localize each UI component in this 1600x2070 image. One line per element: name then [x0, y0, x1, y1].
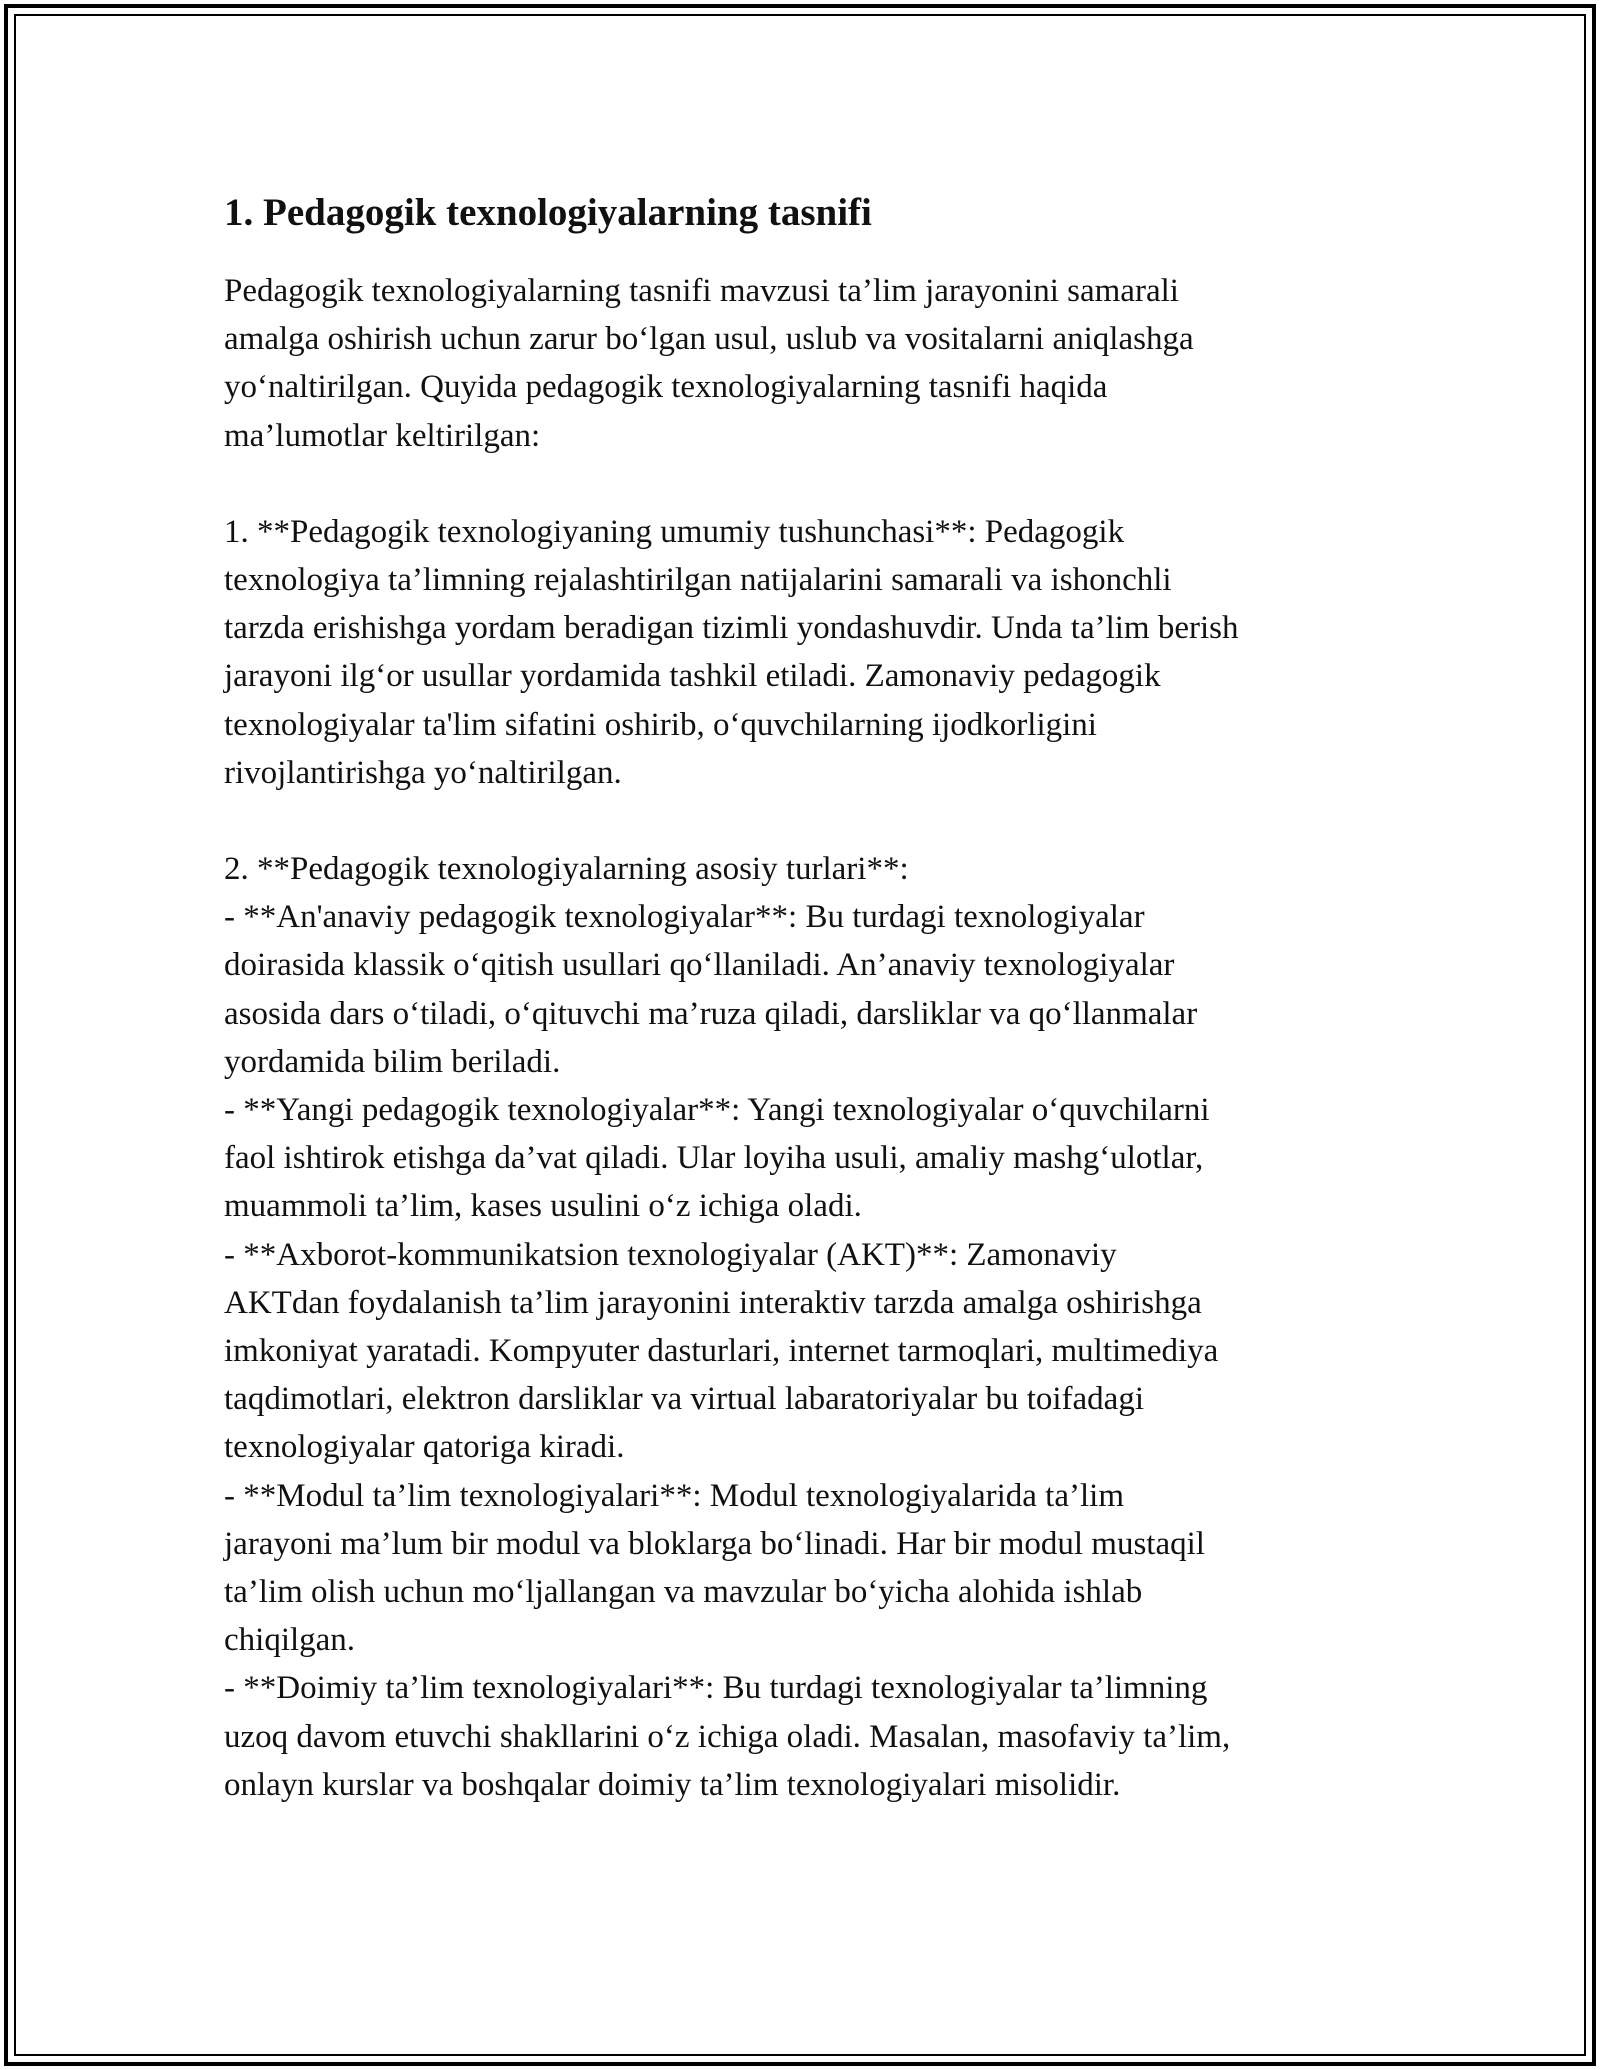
- document-title: 1. Pedagogik texnologiyalarning tasnifi: [224, 191, 872, 234]
- paragraph-spacer: [224, 460, 1394, 508]
- intro-paragraph: Pedagogik texnologiyalarning tasnifi mavzusi ta’lim jarayonini samarali amalga oshirish uchun zarur bo‘lgan usul, uslub va vositalarni aniqlashga yo‘naltirilgan. Quyida pedagogik texnologiyalarning tasnifi haqida ma’lumotlar keltirilgan:: [224, 273, 1194, 454]
- section-1-paragraph: 1. **Pedagogik texnologiyaning umumiy tushunchasi**: Pedagogik texnologiya ta’limning rejalashtirilgan natijalarini samarali va ishonchli tarzda erishishga yordam beradigan tizimli yondashuvdir. Unda ta’lim berish jarayoni ilg‘or usullar yordamida tashkil etiladi. Zamonaviy pedagogik texnologiyalar ta'lim sifatini oshirib, o‘quvchilarning ijodkorligini rivojlantirishga yo‘naltirilgan.: [224, 513, 1239, 791]
- section-2-paragraph: 2. **Pedagogik texnologiyalarning asosiy turlari**: - **An'anaviy pedagogik texnologiyalar**: Bu turdagi texnologiyalar doirasida klassik o‘qitish usullari qo‘llaniladi. An’anaviy texnologiyalar asosida dars o‘tiladi, o‘qituvchi ma’ruza qiladi, darsliklar va qo‘llanmalar yordamida bilim beriladi. - **Yangi pedagogik texnologiyalar**: Yangi texnologiyalar o‘quvchilarni faol ishtirok etishga da’vat qiladi. Ular loyiha usuli, amaliy mashg‘ulotlar, muammoli ta’lim, kases usulini o‘z ichiga oladi. - **Axborot-kommunikatsion texnologiyalar (AKT)**: Zamonaviy AKTdan foydalanish ta’lim jarayonini interaktiv tarzda amalga oshirishga imkoniyat yaratadi. Kompyuter dasturlari, internet tarmoqlari, multimediya taqdimotlari, elektron darsliklar va virtual labaratoriyalar bu toifadagi texnologiyalar qatoriga kiradi. - **Modul ta’lim texnologiyalari**: Modul texnologiyalarida ta’lim jarayoni ma’lum bir modul va bloklarga bo‘linadi. Har bir modul mustaqil ta’lim olish uchun mo‘ljallangan va mavzular bo‘yicha alohida ishlab chiqilgan. - **Doimiy ta’lim texnologiyalari**: Bu turdagi texnologiyalar ta’limning uzoq davom etuvchi shakllarini o‘z ichiga oladi. Masalan, masofaviy ta’lim, onlayn kurslar va boshqalar doimiy ta’lim texnologiyalari misolidir.: [224, 851, 1231, 1803]
- paragraph-spacer: [224, 797, 1394, 845]
- document-body: [224, 185, 1394, 1809]
